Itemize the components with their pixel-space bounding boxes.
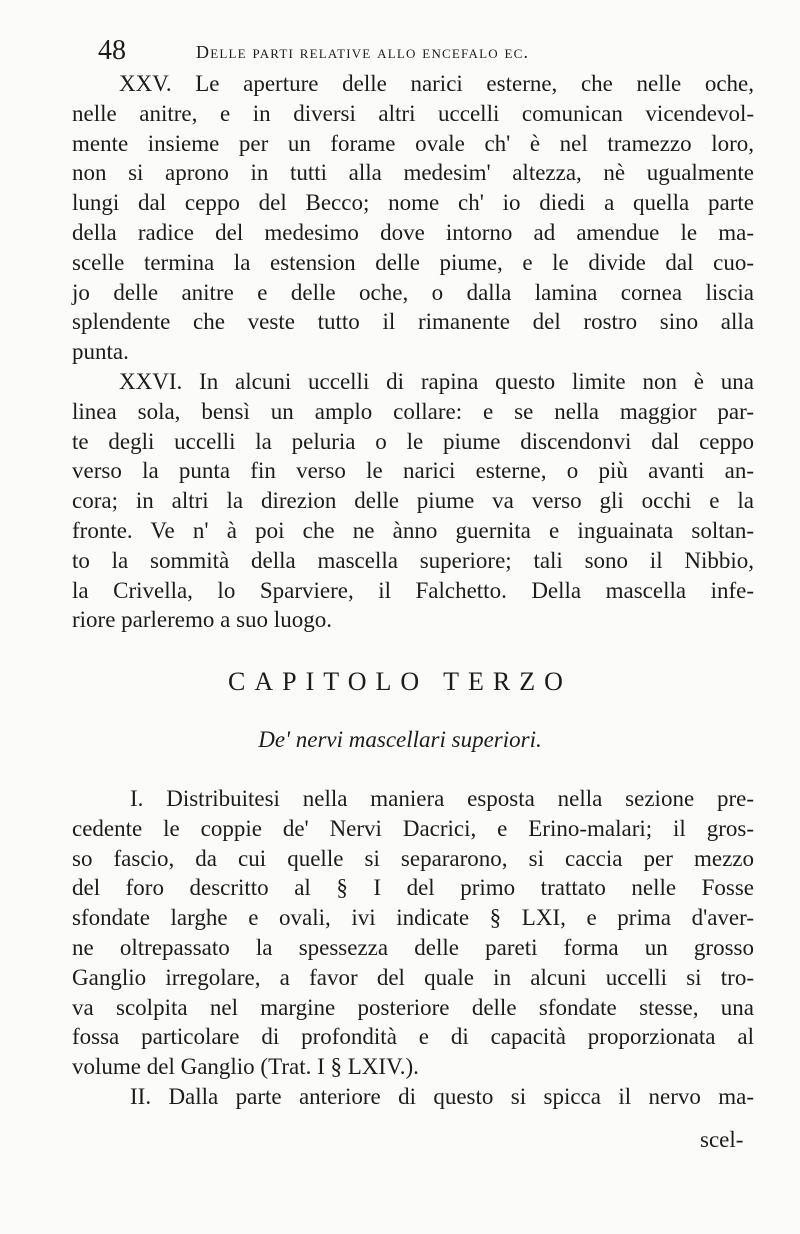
chapter-title: CAPITOLO TERZO	[228, 667, 572, 696]
text-line: riore parleremo a suo luogo.	[72, 607, 332, 633]
text-line: del foro descritto al § I del primo trattato nelle Fosse	[72, 875, 754, 901]
chapter-subtitle: De' nervi mascellari superiori.	[258, 727, 542, 752]
text-line: so fascio, da cui quelle si separarono, si caccia per mezzo	[72, 845, 754, 871]
page-number: 48	[98, 35, 126, 66]
text-line: fronte. Ve n' à poi che ne ànno guernita e inguainata soltan-	[72, 517, 754, 543]
text-line: scelle termina la estension delle piume, e le divide dal cuo-	[72, 249, 754, 275]
page-header	[98, 34, 758, 68]
text-line: te degli uccelli la peluria o le piume discendonvi dal ceppo	[72, 428, 754, 454]
text-line: linea sola, bensì un amplo collare: e se nella maggior par-	[72, 398, 754, 424]
running-title: Delle parti relative allo encefalo ec.	[196, 42, 530, 62]
text-line: jo delle anitre e delle oche, o dalla lamina cornea liscia	[72, 279, 754, 305]
text-line: va scolpita nel margine posteriore delle sfondate stesse, una	[72, 994, 754, 1020]
text-line: cedente le coppie de' Nervi Dacrici, e Erino-malari; il gros-	[72, 815, 754, 841]
paragraph-xxvi	[72, 367, 754, 635]
text-line: punta.	[72, 339, 129, 365]
text-line: XXVI. In alcuni uccelli di rapina questo limite non è una	[119, 369, 754, 394]
paragraph-i	[72, 784, 754, 1112]
text-line: verso la punta fin verso le narici esterne, o più avanti an-	[72, 458, 754, 484]
text-line: Ganglio irregolare, a favor del quale in alcuni uccelli si tro-	[72, 964, 754, 990]
text-line: splendente che veste tutto il rimanente del rostro sino alla	[72, 309, 754, 335]
text-line: XXV. Le aperture delle narici esterne, che nelle oche,	[119, 71, 754, 96]
text-line: mente insieme per un forame ovale ch' è nel tramezzo loro,	[72, 130, 754, 156]
paragraph-xxv	[72, 69, 754, 367]
text-line: II. Dalla parte anteriore di questo si spicca il nervo ma-	[130, 1083, 754, 1109]
text-line: fossa particolare di profondità e di capacità proporzionata al	[72, 1024, 754, 1050]
text-line: to la sommità della mascella superiore; tali sono il Nibbio,	[72, 547, 754, 573]
text-line: della radice del medesimo dove intorno ad amendue le ma-	[72, 219, 754, 245]
text-line: lungi dal ceppo del Becco; nome ch' io diedi a quella parte	[72, 190, 754, 216]
text-line: sfondate larghe e ovali, ivi indicate § LXI, e prima d'aver-	[72, 905, 754, 931]
text-line: volume del Ganglio (Trat. I § LXIV.).	[72, 1054, 419, 1080]
text-line: ne oltrepassato la spessezza delle pareti forma un grosso	[72, 934, 754, 960]
text-line: la Crivella, lo Sparviere, il Falchetto. Della mascella infe-	[72, 577, 754, 603]
text-line: non si aprono in tutti alla medesim' altezza, nè ugualmente	[72, 160, 754, 186]
catchword: scel-	[700, 1127, 744, 1152]
text-line: cora; in altri la direzion delle piume va verso gli occhi e la	[72, 488, 754, 514]
text-line: nelle anitre, e in diversi altri uccelli comunican vicendevol-	[72, 100, 754, 126]
text-line: I. Distribuitesi nella maniera esposta nella sezione pre-	[130, 786, 754, 811]
